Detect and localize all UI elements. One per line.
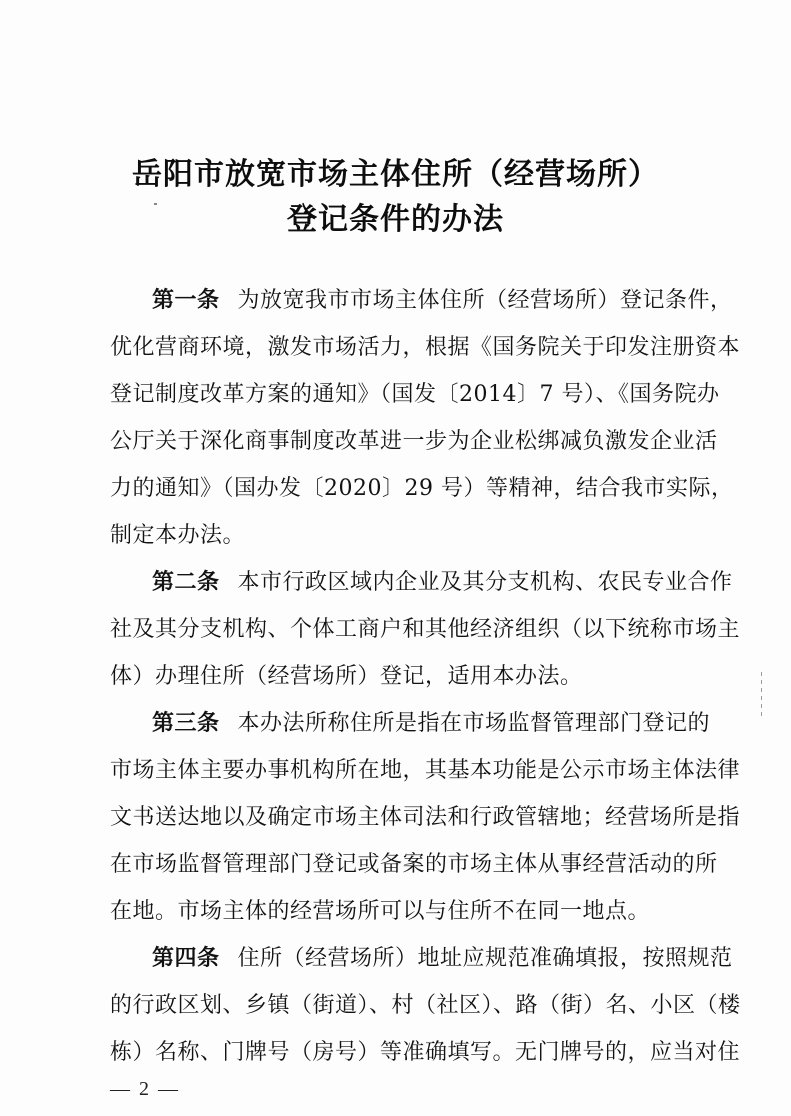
paragraph-line: 公厅关于深化商事制度改革进一步为企业松绑减负激发企业活 bbox=[110, 429, 718, 454]
article-label: 第二条 bbox=[152, 570, 220, 595]
page-number: — 2 — bbox=[110, 1078, 180, 1100]
paragraph-line: 社及其分支机构、个体工商户和其他经济组织（以下统称市场主 bbox=[110, 617, 741, 642]
paragraph-line: 体）办理住所（经营场所）登记，适用本办法。 bbox=[110, 664, 583, 689]
paragraph-line: 第一条 为放宽我市市场主体住所（经营场所）登记条件， bbox=[152, 288, 733, 313]
paragraph-line: 优化营商环境，激发市场活力，根据《国务院关于印发注册资本 bbox=[110, 335, 741, 360]
article-label: 第一条 bbox=[152, 288, 220, 313]
scan-mark bbox=[761, 672, 762, 720]
paragraph-line: 文书送达地以及确定市场主体司法和行政管辖地；经营场所是指 bbox=[110, 805, 741, 830]
paragraph-line: 制定本办法。 bbox=[110, 523, 246, 548]
paragraph-line: 在地。市场主体的经营场所可以与住所不在同一地点。 bbox=[110, 899, 651, 924]
paragraph-line: 市场主体主要办事机构所在地，其基本功能是公示市场主体法律 bbox=[110, 758, 741, 783]
paragraph-line: 登记制度改革方案的通知》（国发〔2014〕7 号）、《国务院办 bbox=[110, 382, 720, 407]
paragraph-line: 力的通知》（国办发〔2020〕29 号）等精神，结合我市实际， bbox=[110, 476, 734, 501]
document-title-line-1: 岳阳市放宽市场主体住所（经营场所） bbox=[132, 157, 659, 192]
document-title-line-2: 登记条件的办法 bbox=[287, 202, 504, 237]
article-label: 第四条 bbox=[152, 946, 220, 971]
paragraph-line: 第四条 住所（经营场所）地址应规范准确填报，按照规范 bbox=[152, 946, 733, 971]
article-label: 第三条 bbox=[152, 711, 220, 736]
paragraph-line: 第二条 本市行政区域内企业及其分支机构、农民专业合作 bbox=[152, 570, 733, 595]
paragraph-line: 在市场监督管理部门登记或备案的市场主体从事经营活动的所 bbox=[110, 852, 718, 877]
paragraph-line: 栋）名称、门牌号（房号）等准确填写。无门牌号的，应当对住 bbox=[110, 1040, 741, 1065]
paragraph-line: 的行政区划、乡镇（街道）、村（社区）、路（街）名、小区（楼 bbox=[110, 993, 741, 1018]
paragraph-line: 第三条 本办法所称住所是指在市场监督管理部门登记的 bbox=[152, 711, 711, 736]
